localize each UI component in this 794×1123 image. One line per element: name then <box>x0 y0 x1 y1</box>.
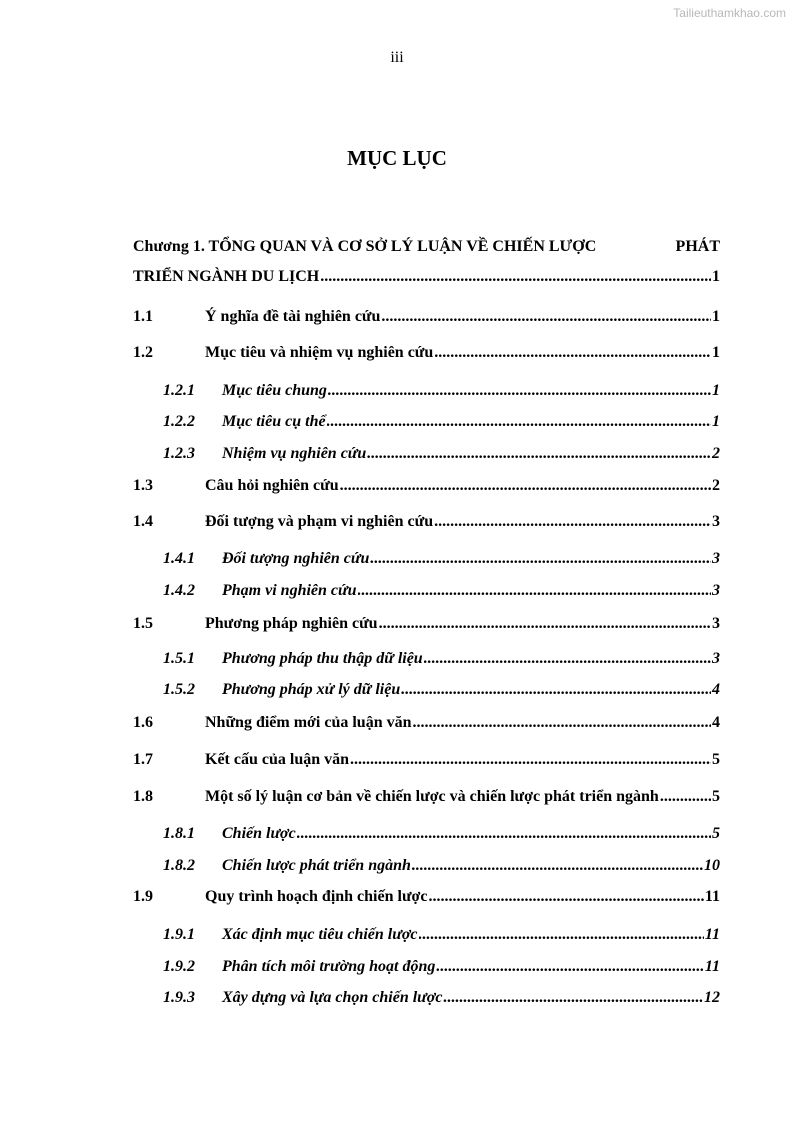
dot-leader <box>424 650 711 668</box>
toc-title: Xác định mục tiêu chiến lược <box>222 926 418 943</box>
dot-leader <box>297 825 711 843</box>
chapter-title: Chương 1. TỔNG QUAN VÀ CƠ SỞ LÝ LUẬN VỀ CHIẾN LƯỢC <box>133 238 597 255</box>
chapter-title-cont: PHÁT <box>675 238 720 255</box>
toc-number: 1.2.2 <box>163 413 195 430</box>
dot-leader <box>443 989 703 1007</box>
toc-title: Chiến lược phát triển ngành <box>222 857 411 874</box>
toc-number: 1.4 <box>133 513 153 530</box>
toc-entry[interactable] <box>163 958 720 980</box>
toc-number: 1.8.2 <box>163 857 195 874</box>
toc-entry[interactable] <box>133 513 720 535</box>
toc-entry[interactable] <box>163 445 720 467</box>
toc-page: 2 <box>712 445 720 462</box>
toc-entry[interactable] <box>163 650 720 672</box>
dot-leader <box>434 513 711 531</box>
toc-page: 3 <box>712 582 720 599</box>
toc-number: 1.5.2 <box>163 681 195 698</box>
toc-number: 1.9.3 <box>163 989 195 1006</box>
toc-number: 1.2.3 <box>163 445 195 462</box>
toc-number: 1.4.1 <box>163 550 195 567</box>
toc-title: Ý nghĩa đề tài nghiên cứu <box>205 308 381 325</box>
dot-leader <box>381 308 711 326</box>
toc-page: 1 <box>712 308 720 325</box>
toc-entry[interactable] <box>133 714 720 736</box>
toc-entry[interactable] <box>163 926 720 948</box>
toc-page: 12 <box>704 989 720 1006</box>
toc-page: 3 <box>712 513 720 530</box>
toc-entry[interactable] <box>133 344 720 366</box>
toc-page: 4 <box>712 681 720 698</box>
toc-entry[interactable] <box>133 751 720 773</box>
toc-chapter-line1 <box>133 238 720 256</box>
toc-entry[interactable] <box>163 582 720 604</box>
toc-title: Câu hỏi nghiên cứu <box>205 477 339 494</box>
toc-page: 11 <box>704 888 720 905</box>
dot-leader <box>320 268 711 286</box>
dot-leader <box>328 382 711 400</box>
toc-number: 1.8.1 <box>163 825 195 842</box>
toc-page: 10 <box>704 857 720 874</box>
toc-entry[interactable] <box>163 857 720 879</box>
toc-entry[interactable] <box>163 989 720 1011</box>
toc-entry[interactable] <box>163 681 720 703</box>
dot-leader <box>413 714 712 732</box>
toc-page: 1 <box>712 413 720 430</box>
watermark: Tailieuthamkhao.com <box>673 6 786 20</box>
toc-title: Phương pháp nghiên cứu <box>205 615 378 632</box>
toc-number: 1.3 <box>133 477 153 494</box>
toc-number: 1.4.2 <box>163 582 195 599</box>
dot-leader <box>350 751 711 769</box>
toc-entry[interactable] <box>163 550 720 572</box>
toc-title: Xây dựng và lựa chọn chiến lược <box>222 989 443 1006</box>
toc-page: 11 <box>704 926 720 943</box>
toc-number: 1.5 <box>133 615 153 632</box>
toc-title: Nhiệm vụ nghiên cứu <box>222 445 367 462</box>
toc-page: 1 <box>712 382 720 399</box>
toc-entry[interactable] <box>163 413 720 435</box>
toc-number: 1.6 <box>133 714 153 731</box>
toc-title: Mục tiêu và nhiệm vụ nghiên cứu <box>205 344 434 361</box>
toc-number: 1.2 <box>133 344 153 361</box>
toc-page: 2 <box>712 477 720 494</box>
toc-number: 1.9.1 <box>163 926 195 943</box>
toc-entry[interactable] <box>133 308 720 330</box>
toc-title: Quy trình hoạch định chiến lược <box>205 888 428 905</box>
dot-leader <box>429 888 704 906</box>
dot-leader <box>434 344 711 362</box>
toc-number: 1.7 <box>133 751 153 768</box>
toc-page: 3 <box>712 650 720 667</box>
dot-leader <box>436 958 704 976</box>
toc-entry[interactable] <box>163 382 720 404</box>
toc-entry[interactable] <box>163 825 720 847</box>
toc-title: Phương pháp xử lý dữ liệu <box>222 681 401 698</box>
toc-number: 1.9.2 <box>163 958 195 975</box>
toc-entry[interactable] <box>133 788 720 810</box>
toc-page: 1 <box>712 268 720 285</box>
toc-entry[interactable] <box>133 615 720 637</box>
toc-title: Những điểm mới của luận văn <box>205 714 412 731</box>
toc-page: 5 <box>712 825 720 842</box>
toc-title: Kết cấu của luận văn <box>205 751 350 768</box>
toc-page: 5 <box>712 788 720 805</box>
toc-title: Phân tích môi trường hoạt động <box>222 958 436 975</box>
toc-page: 1 <box>712 344 720 361</box>
dot-leader <box>419 926 704 944</box>
dot-leader <box>370 550 711 568</box>
toc-page: 11 <box>704 958 720 975</box>
toc-title: Mục tiêu cụ thể <box>222 413 326 430</box>
chapter-title-line2: TRIỂN NGÀNH DU LỊCH <box>133 268 320 285</box>
dot-leader <box>367 445 711 463</box>
dot-leader <box>340 477 711 495</box>
dot-leader <box>327 413 711 431</box>
dot-leader <box>412 857 703 875</box>
toc-number: 1.9 <box>133 888 153 905</box>
toc-page: 3 <box>712 615 720 632</box>
toc-number: 1.2.1 <box>163 382 195 399</box>
toc-title: Đối tượng và phạm vi nghiên cứu <box>205 513 434 530</box>
toc-title: Phạm vi nghiên cứu <box>222 582 357 599</box>
toc-number: 1.1 <box>133 308 153 325</box>
toc-page: 5 <box>712 751 720 768</box>
toc-chapter-line2[interactable] <box>133 268 720 290</box>
toc-number: 1.8 <box>133 788 153 805</box>
dot-leader <box>660 788 711 806</box>
dot-leader <box>379 615 711 633</box>
toc-number: 1.5.1 <box>163 650 195 667</box>
toc-title: Phương pháp thu thập dữ liệu <box>222 650 423 667</box>
toc-title: Đối tượng nghiên cứu <box>222 550 370 567</box>
dot-leader <box>401 681 711 699</box>
toc-title: Một số lý luận cơ bản về chiến lược và chiến lược phát triển ngành <box>205 788 659 805</box>
toc-page: 3 <box>712 550 720 567</box>
dot-leader <box>358 582 712 600</box>
toc-page: 4 <box>712 714 720 731</box>
page-title: MỤC LỤC <box>347 146 447 170</box>
page-number: iii <box>390 49 404 66</box>
toc-title: Mục tiêu chung <box>222 382 327 399</box>
toc-entry[interactable] <box>133 888 720 910</box>
toc-title: Chiến lược <box>222 825 296 842</box>
toc-entry[interactable] <box>133 477 720 499</box>
